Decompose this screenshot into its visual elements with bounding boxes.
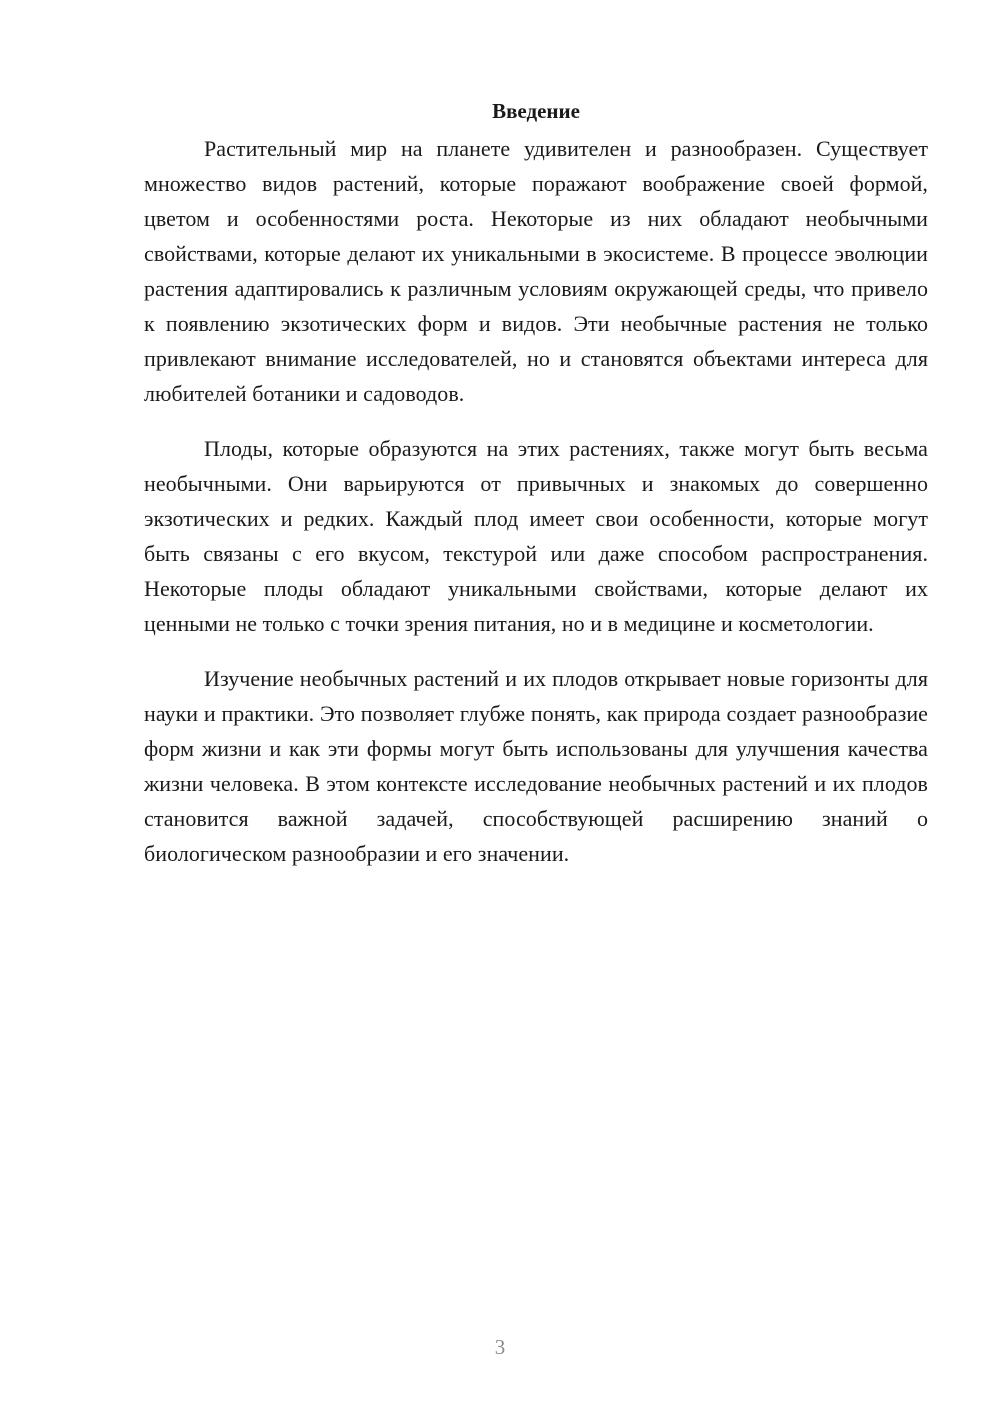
paragraph-3: Изучение необычных растений и их плодов открывает новые горизонты для науки и практики. Это позволяет глубже понять, как природа создает разнообразие форм жизни и как эти формы могут быть использованы для улучшения качества жизни человека. В этом контексте исследование необычных растений и их плодов становится важной задачей, способствующей расширению знаний о биологическом разнообразии и его значении. <box>144 666 928 866</box>
paragraph-1: Растительный мир на планете удивителен и разнообразен. Существует множество видов растений, которые поражают воображение своей формой, цветом и особенностями роста. Некоторые из них обладают необычными свойствами, которые делают их уникальными в экосистеме. В процессе эволюции растения адаптировались к различным условиям окружающей среды, что привело к появлению экзотических форм и видов. Эти необычные растения не только привлекают внимание исследователей, но и становятся объектами интереса для любителей ботаники и садоводов. <box>144 136 928 406</box>
page-content <box>144 96 928 891</box>
paragraph-2: Плоды, которые образуются на этих растениях, также могут быть весьма необычными. Они варьируются от привычных и знакомых до совершенно экзотических и редких. Каждый плод имеет свои особенности, которые могут быть связаны с его вкусом, текстурой или даже способом распространения. Некоторые плоды обладают уникальными свойствами, которые делают их ценными не только с точки зрения питания, но и в медицине и косметологии. <box>144 436 928 636</box>
page-number: 3 <box>494 1335 506 1359</box>
section-title: Введение <box>492 99 580 123</box>
